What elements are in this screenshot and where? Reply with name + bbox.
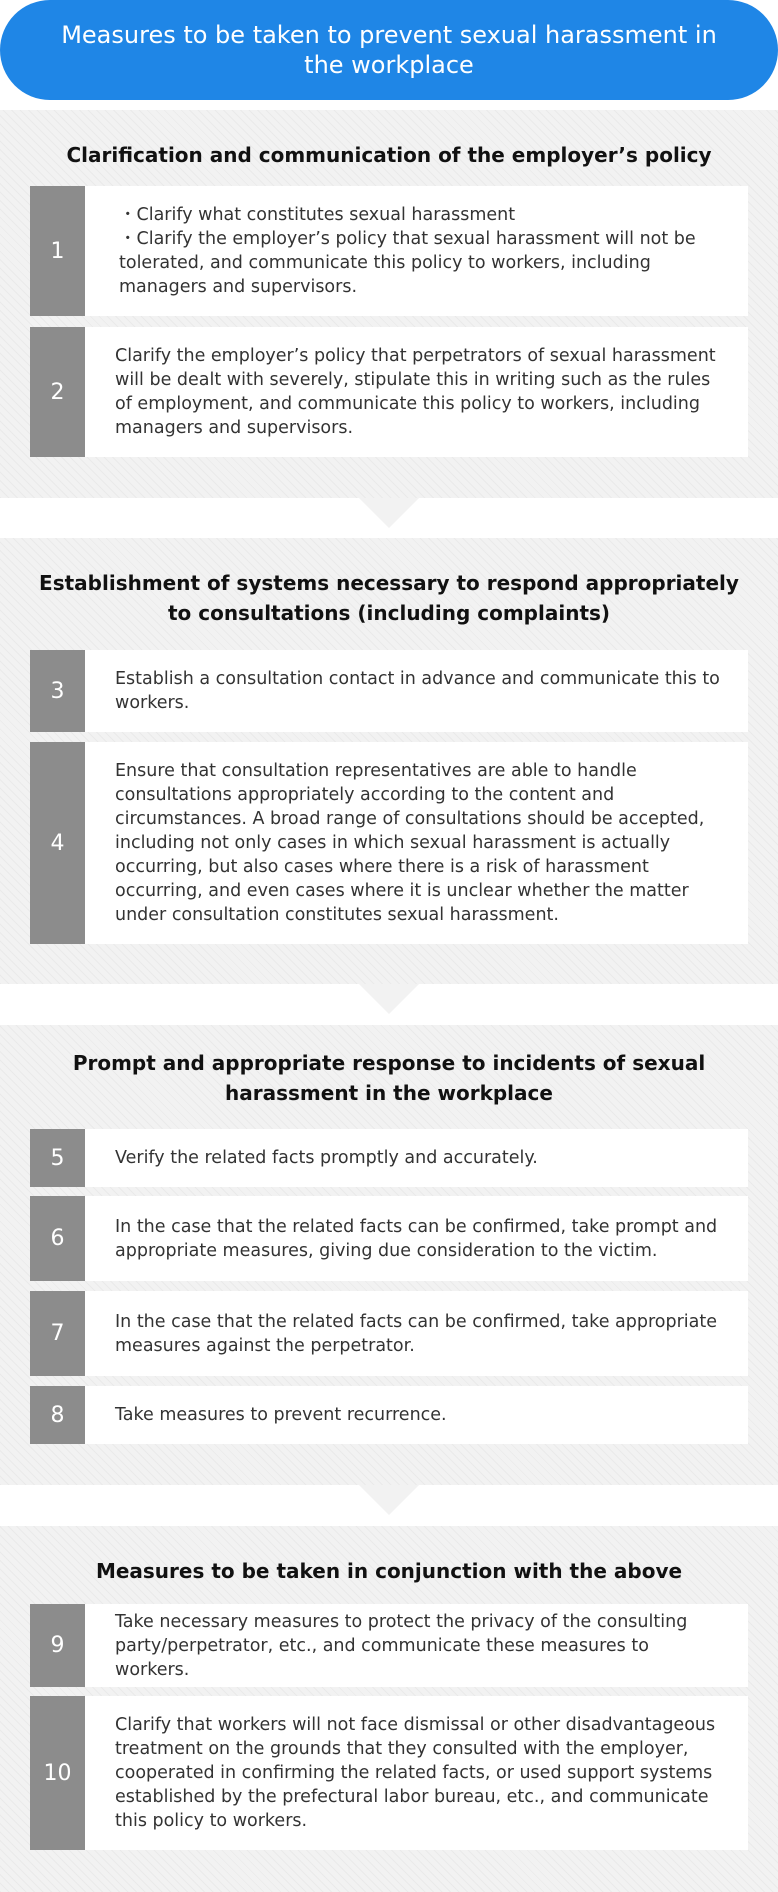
measure-number: 5 xyxy=(30,1129,85,1187)
measure-number: 6 xyxy=(30,1196,85,1281)
measure-text xyxy=(85,1696,748,1850)
measure-item-6 xyxy=(30,1196,748,1281)
measure-text xyxy=(85,1604,748,1687)
bullet-line: ・Clarify the employer’s policy that sexual harassment will not be tolerated, and communicate this policy to workers, including managers and supervisors. xyxy=(119,229,696,297)
measure-text-content: Clarify that workers will not face dismissal or other disadvantageous treatment on the grounds that they consulted with the employer, cooperated in confirming the related facts, or used support systems established by the prefectural labor bureau, etc., and communicate this policy to workers. xyxy=(115,1715,716,1831)
section-prompt-response xyxy=(0,1025,778,1485)
measure-text xyxy=(85,327,748,457)
measure-item-9 xyxy=(30,1604,748,1687)
page-header xyxy=(0,0,778,100)
measure-text xyxy=(85,1196,748,1281)
measure-text xyxy=(85,650,748,732)
measure-text xyxy=(85,1386,748,1444)
measure-item-4 xyxy=(30,742,748,944)
bullet-line: ・Clarify what constitutes sexual harassment xyxy=(119,205,516,225)
section-employer-policy xyxy=(0,110,778,498)
measure-item-5 xyxy=(30,1129,748,1187)
down-arrow xyxy=(359,1485,419,1515)
section-conjunction-measures xyxy=(0,1526,778,1892)
measure-number: 7 xyxy=(30,1291,85,1376)
section-title: Prompt and appropriate response to incidents of sexual harassment in the workplace xyxy=(72,1051,706,1105)
measure-item-1 xyxy=(30,186,748,316)
section-consultation-systems xyxy=(0,538,778,984)
measure-text-content: In the case that the related facts can be confirmed, take prompt and appropriate measures, giving due consideration to the victim. xyxy=(115,1216,718,1261)
section-title: Establishment of systems necessary to respond appropriately to consultations (including complaints) xyxy=(39,571,739,625)
measure-text-content: Ensure that consultation representatives are able to handle consultations appropriately according to the content and circumstances. A broad range of consultations should be accepted, including not only cases in which sexual harassment is actually occurring, but also cases where there is a risk of harassment occurring, and even cases where it is unclear whether the matter under consultation constitutes sexual harassment. xyxy=(115,761,705,925)
measure-text-content: In the case that the related facts can be confirmed, take appropriate measures against the perpetrator. xyxy=(115,1311,717,1356)
measure-item-8 xyxy=(30,1386,748,1444)
measure-text-content: Establish a consultation contact in advance and communicate this to workers. xyxy=(115,669,720,713)
section-title: Measures to be taken in conjunction with the above xyxy=(95,1559,683,1583)
measure-number: 2 xyxy=(30,327,85,457)
section-title: Clarification and communication of the employer’s policy xyxy=(66,143,712,167)
measure-number: 8 xyxy=(30,1386,85,1444)
measure-item-2 xyxy=(30,327,748,457)
measure-item-3 xyxy=(30,650,748,732)
measure-text xyxy=(85,1129,748,1187)
measure-number: 1 xyxy=(30,186,85,316)
measure-text xyxy=(85,1291,748,1376)
measure-number: 4 xyxy=(30,742,85,944)
measure-item-7 xyxy=(30,1291,748,1376)
measure-number: 3 xyxy=(30,650,85,732)
measure-number: 10 xyxy=(30,1696,85,1850)
down-arrow xyxy=(359,984,419,1014)
measure-text xyxy=(85,742,748,944)
measure-text-content: Take measures to prevent recurrence. xyxy=(115,1405,447,1425)
measure-text-content: Clarify the employer’s policy that perpetrators of sexual harassment will be dealt with severely, stipulate this in writing such as the rules of employment, and communicate this policy to workers, including managers and supervisors. xyxy=(115,346,716,438)
measure-item-10 xyxy=(30,1696,748,1850)
measure-number: 9 xyxy=(30,1604,85,1687)
measure-text-content: Verify the related facts promptly and accurately. xyxy=(115,1148,538,1168)
measure-text-content: Take necessary measures to protect the privacy of the consulting party/perpetrator, etc., and communicate these measures to workers. xyxy=(115,1611,688,1680)
down-arrow xyxy=(359,498,419,528)
measure-text xyxy=(85,186,748,316)
page-title: Measures to be taken to prevent sexual harassment in the workplace xyxy=(61,21,717,79)
